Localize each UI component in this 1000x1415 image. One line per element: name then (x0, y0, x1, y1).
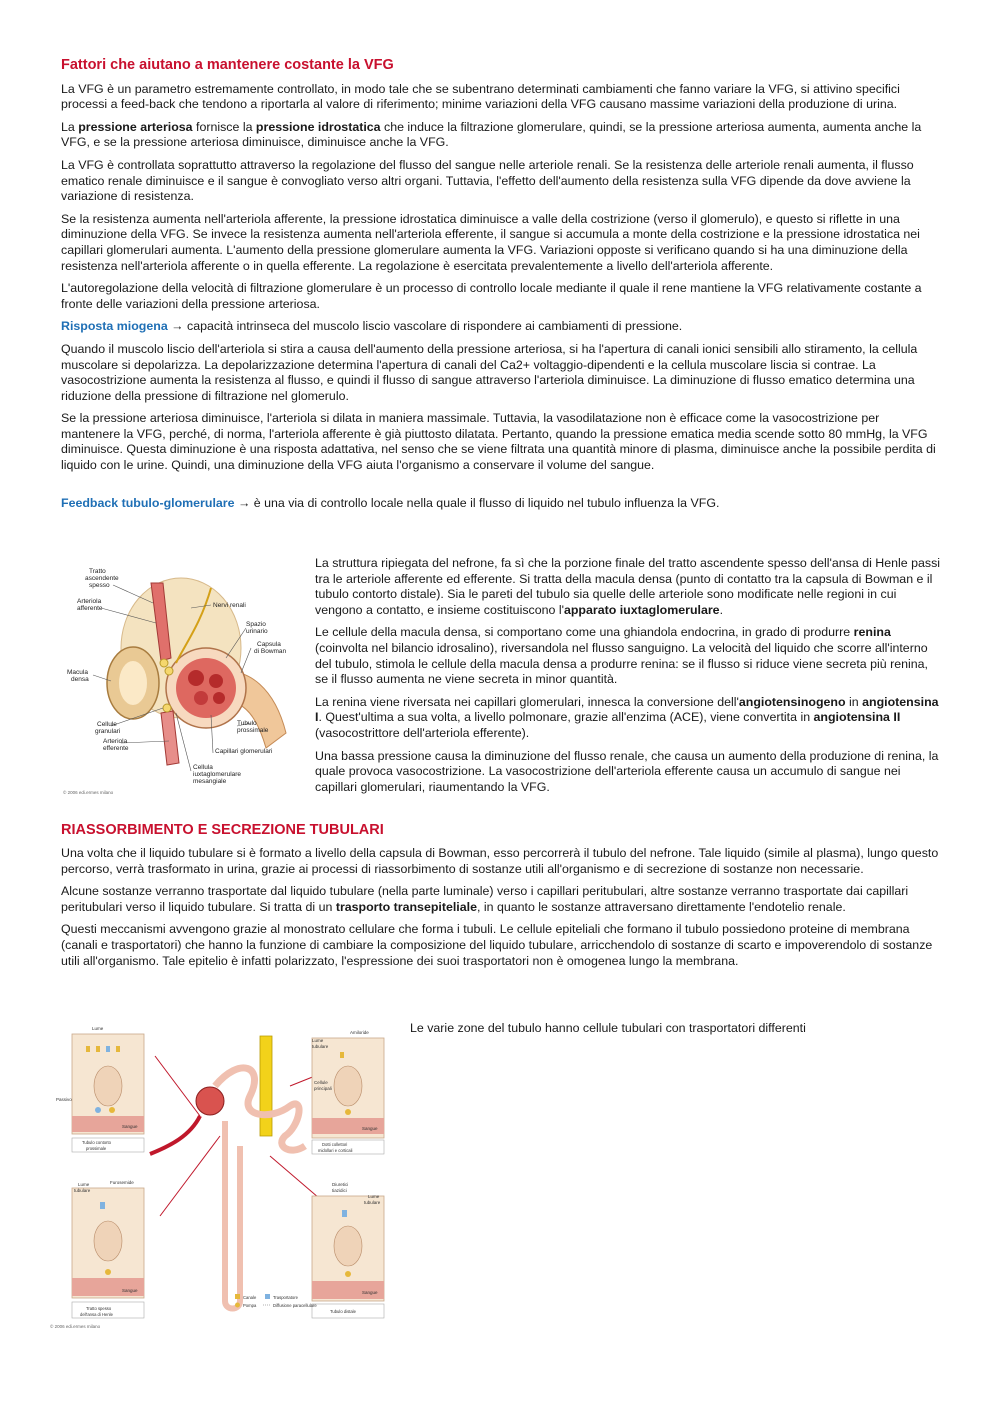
text-run: → capacità intrinseca del muscolo liscio vascolare di rispondere ai cambiamenti di pressione. (167, 319, 683, 334)
fig2-label: Sangue (122, 1124, 138, 1129)
fig2-label: Amiloride (350, 1030, 369, 1035)
fig2-label: tiazidici (332, 1188, 347, 1193)
fig1-label: Tubulo (237, 720, 257, 727)
text-run: angiotensina I (315, 694, 939, 725)
fig1-label: di Bowman (254, 648, 287, 655)
fig2-label: Dotti collettori (322, 1142, 348, 1147)
paragraph: L'autoregolazione della velocità di filtrazione glomerulare è un processo di controllo locale mediante il quale il rene mantiene la VFG relativamente costante a fronte delle variazioni della pressione arteriosa. (61, 281, 922, 311)
paragraph: Questi meccanismi avvengono grazie al monostrato cellulare che forma i tubuli. Le cellule epiteliali che formano il tubulo possiedono proteine di membrana (canali e trasportatori) che hanno la funzione di cambiare la composizione del liquido tubulare, arricchendolo di sostanze di scarto e impoverendolo di sostanze utili all'organismo. Tale epitelio è infatti polarizzato, l'espressione dei suoi trasportatori non è omogenea lungo la membrana. (61, 922, 933, 968)
text-run: La (61, 119, 79, 134)
paragraph (315, 556, 941, 618)
fig2-label: Lume (92, 1026, 104, 1031)
text-run: angiotensinogeno (738, 694, 846, 709)
fig2-label: Tratto spesso (86, 1306, 112, 1311)
fig2-label: Lume (78, 1182, 90, 1187)
text-run: La renina viene riversata nei capillari glomerulari, innesca la conversione dell' (315, 694, 739, 709)
fig2-label: Lume (368, 1194, 380, 1199)
fig2-legend-label: Canale (243, 1295, 257, 1300)
fig1-label: prossimale (237, 727, 269, 734)
fig2-label: Diuretici (332, 1182, 349, 1187)
fig1-copyright: © 2006 edi.ermes milano (63, 790, 114, 795)
paragraph: Se la resistenza aumenta nell'arteriola afferente, la pressione idrostatica diminuisce a valle della costrizione (verso il glomerulo), e questo si riflette in una diminuzione della VFG. Se invece la resistenza aumenta nell'arteriola efferente, il sangue si accumula a monte della costrizione e la pressione idrostatica nei capillari glomerulari aumenta. L'aumento della pressione glomerulare aumenta la VFG. Variazioni opposte si verificano quando si ha una diminuzione della resistenza nell'arteriola afferente o in quella efferente. La regolazione è esercitata prevalentemente a livello dell'arteriola afferente. (61, 211, 920, 273)
paragraph (61, 884, 941, 915)
section-title-vfg: Fattori che aiutano a mantenere costante la VFG (61, 57, 394, 73)
text-run: pressione idrostatica (255, 119, 381, 134)
fig2-label: Lume (312, 1038, 324, 1043)
text-run: trasporto transepiteliale (335, 899, 477, 914)
panel-distal (312, 1196, 384, 1318)
fig2-label: Tubulo contorto (82, 1140, 111, 1145)
term-risposta-miogena: Risposta miogena (61, 319, 168, 334)
fig1-label: granulari (95, 728, 121, 735)
paragraph: Se la pressione arteriosa diminuisce, l'arteriola si dilata in maniera massimale. Tuttavia, la vasodilatazione non è efficace come la vasocostrizione per mantenere la VFG, perché, di norma, l'arteriola afferente è già piuttosto dilatata. Pertanto, quando la pressione ematica media scende sotto 80 mmHg, la VFG diminuisce. Questa diminuzione è una risposta adattativa, nel senso che se viene filtrata una quantità minore di plasma, diminuisce anche la possibile perdita di liquido con le urine. Quindi, una diminuzione della VFG aiuta l'organismo a conservare il volume del sangue. (61, 411, 936, 473)
fig1-label: Cellula (193, 764, 213, 771)
section2-body (61, 846, 941, 976)
figure1-description (315, 556, 941, 802)
fig2-label: Tubulo distale (330, 1309, 356, 1314)
text-run: pressione arteriosa (78, 119, 193, 134)
text-run: (coinvolta nel bilancio idrosalino), riversandola nel flusso sanguigno. La velocità del liquido che scorre all'interno del tubulo, stimola le cellule della macula densa a produrre renina: se il flusso si riduce viene secreta più renina, se il flusso aumenta ne viene secreta in minor quantità. (315, 640, 928, 687)
text-run: La struttura ripiegata del nefrone, fa sì che la porzione finale del tratto ascendente spesso dell'ansa di Henle passi tra le arteriole afferente ed efferente. Si tratta della macula densa (punto di contatto tra la capsula di Bowman e il tubulo contorto distale). Sia le pareti del tubulo sia quelle delle arteriole sono modificate nelle regioni in cui vengono a contatto, e insieme costituiscono l' (315, 556, 941, 617)
fig1-label: Spazio (246, 621, 266, 628)
fig2-label: Furosemide (110, 1180, 134, 1185)
text-run: Le cellule della macula densa, si comportano come una ghiandola endocrina, in grado di produrre (315, 625, 854, 640)
fig1-label: urinario (246, 628, 268, 635)
text-run: che induce la filtrazione glomerulare, quindi, se la pressione arteriosa aumenta, aumenta anche la VFG, e se la pressione arteriosa diminuisce, diminuisce anche la VFG. (61, 119, 922, 150)
fig1-label: Macula (67, 669, 88, 676)
paragraph (315, 695, 941, 742)
text-run: . (719, 602, 724, 617)
fig1-label: densa (71, 676, 89, 683)
fig1-label: mesangiale (193, 778, 227, 785)
paragraph: Quando il muscolo liscio dell'arteriola si stira a causa dell'aumento della pressione arteriosa, si ha l'apertura di canali ionici sensibili allo stiramento, la cellula muscolare si depolarizza. La depolarizzazione determina l'apertura di canali del Ca2+ voltaggio-dipendenti e la cellula muscolare liscia si contrae. La vasocostrizione aumenta la resistenza al flusso, e quindi il flusso di sangue attraverso l'arteriola diminuisce. La diminuzione di flusso ematico determina una riduzione della pressione di filtrazione nel glomerulo. (61, 341, 918, 403)
fig1-label: spesso (89, 582, 110, 589)
figure2-caption: Le varie zone del tubulo hanno cellule tubulari con trasportatori differenti (410, 1021, 806, 1035)
figure-tubule-transporters (50, 1026, 395, 1331)
text-run: → è una via di controllo locale nella quale il flusso di liquido nel tubulo influenza la VFG. (234, 495, 720, 510)
fig2-legend-label: Trasportatore (273, 1295, 298, 1300)
fig1-label: Capsula (257, 641, 281, 648)
fig2-label: Sangue (362, 1126, 378, 1131)
paragraph: La VFG è controllata soprattutto attraverso la regolazione del flusso del sangue nelle arteriole renali. Se la resistenza delle arteriole renali aumenta, il flusso ematico renale diminuisce e il sangue è convogliato verso altri organi. Tuttavia, l'effetto dell'aumento della resistenza sulla VFG dipende da dove avviene la variazione di resistenza. (61, 157, 914, 204)
fig1-label: Nervi renali (213, 602, 246, 609)
fig1-label: Capillari glomerulari (215, 748, 273, 755)
fig1-label: Arteriola (103, 738, 128, 745)
fig2-label: tubulare (364, 1200, 381, 1205)
panel-collecting (312, 1038, 384, 1154)
fig2-legend-label: Diffusione paracellulare (273, 1303, 317, 1308)
fig1-label: afferente (77, 605, 103, 612)
fig2-legend-label: Pompa (243, 1303, 257, 1308)
fig1-label: Arteriola (77, 598, 102, 605)
fig1-label: Tratto (89, 568, 106, 575)
fig2-label: Sangue (122, 1288, 138, 1293)
fig1-label: iuxtaglomerulare (193, 771, 242, 778)
fig2-label: Sangue (362, 1290, 378, 1295)
text-run: angiotensina II (813, 710, 901, 725)
fig1-label: ascendente (85, 575, 119, 582)
text-run: . Quest'ultima a sua volta, a livello polmonare, grazie all'enzima (ACE), viene convertita in (318, 710, 814, 725)
fig2-label: prossimale (86, 1146, 107, 1151)
fig1-label: efferente (103, 745, 129, 752)
fig2-label: tubulare (312, 1044, 329, 1049)
text-run: in (845, 694, 863, 709)
paragraph (61, 319, 941, 335)
fig2-label: principali (314, 1086, 332, 1091)
paragraph: La VFG è un parametro estremamente controllato, in modo tale che se subentrano determinati cambiamenti che fanno variare la VFG, si attivino specifici processi a feed-back che tendono a riportarla al valore di riferimento; minime variazioni della VFG causano massime variazioni della produzione di urina. (61, 81, 900, 112)
text-run: (vasocostrittore dell'arteriola efferente). (315, 725, 530, 740)
text-run: apparato iuxtaglomerulare (563, 602, 720, 617)
fig2-label: tubulare (74, 1188, 91, 1193)
paragraph (61, 120, 941, 151)
term-feedback-tubulo-glomerulare: Feedback tubulo-glomerulare (61, 495, 235, 510)
paragraph: Una bassa pressione causa la diminuzione del flusso renale, che causa un aumento della produzione di renina, la quale provoca vasocostrizione. La vasocostrizione dell'arteriola efferente causa un accumulo di sangue nei capillari glomerulari, riaumentando la VFG. (315, 748, 939, 794)
panel-proximal (72, 1034, 144, 1152)
fig2-label: Passivo (56, 1097, 72, 1102)
fig2-copyright: © 2006 edi.ermes milano (50, 1324, 101, 1329)
text-run: fornisce la (192, 119, 256, 134)
fig2-label: dell'ansa di Henle (80, 1312, 113, 1317)
paragraph: Una volta che il liquido tubulare si è formato a livello della capsula di Bowman, esso percorrerà il tubulo del nefrone. Tale liquido (simile al plasma), lungo questo percorso, verrà trasformato in urina, grazie ai processi di riassorbimento di sostanze utili all'organismo e di secrezione di sostanze non necessarie. (61, 846, 939, 876)
figure-juxtaglomerular-apparatus (61, 563, 301, 798)
paragraph (61, 496, 941, 512)
text-run: renina (853, 625, 891, 640)
document-page (50, 57, 941, 1329)
text-run: , in quanto le sostanze attraversano direttamente l'endotelio renale. (476, 899, 846, 914)
section-title-riassorbimento: RIASSORBIMENTO E SECREZIONE TUBULARI (61, 822, 384, 838)
fig1-label: Cellule (97, 721, 117, 728)
text-run: Alcune sostanze verranno trasportate dal liquido tubulare (nella parte luminale) verso i capillari peritubulari, altre sostanze verranno trasportate dai capillari peritubulari verso il liquido tubulare. Si tratta di un (61, 884, 909, 914)
paragraph (315, 625, 941, 687)
fig2-label: midollari e corticali (318, 1148, 353, 1153)
fig2-label: Cellule (314, 1080, 328, 1085)
